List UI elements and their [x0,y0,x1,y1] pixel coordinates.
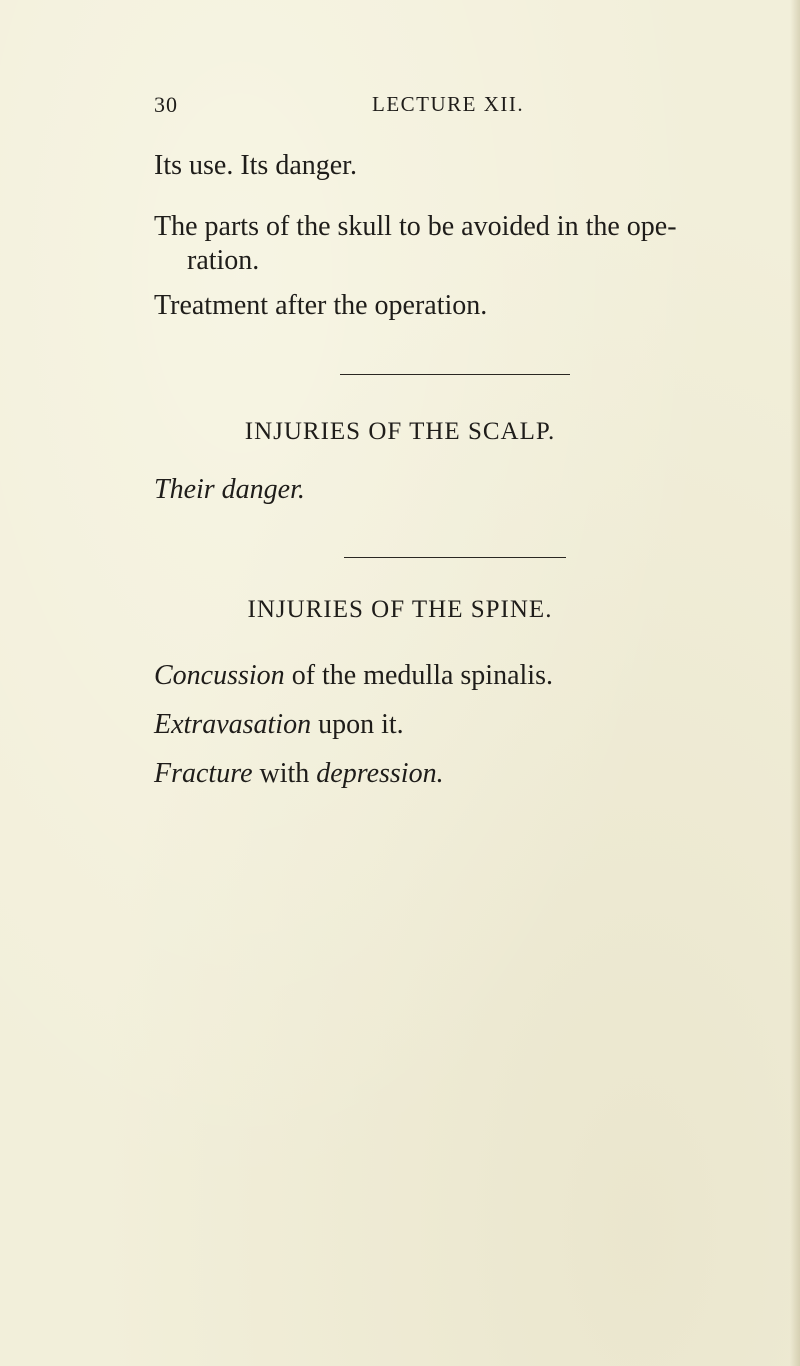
page-number: 30 [154,92,178,117]
text-line: ration. [187,245,260,276]
section-heading: INJURIES OF THE SPINE. [247,596,553,623]
text-line [154,660,553,692]
page-header [0,92,800,122]
text-run: with [252,758,317,789]
text-line: The parts of the skull to be avoided in the ope- [154,211,677,242]
section-heading: INJURIES OF THE SCALP. [244,418,556,445]
italic-term: Extravasation [154,709,312,740]
running-head: LECTURE XII. [372,92,525,116]
italic-term: Fracture [154,758,253,789]
text-run: upon it. [311,709,404,740]
italic-term: depression. [316,758,444,789]
text-line [154,709,404,741]
section-divider [340,374,570,376]
text-line: Its use. Its danger. [154,150,357,181]
text-line: Treatment after the operation. [154,290,488,321]
section-divider [344,557,566,559]
page-edge-shadow [790,0,800,1366]
text-line [154,758,444,790]
text-run: of the medulla spinalis. [284,660,553,691]
italic-term: Concussion [154,660,285,691]
text-line: Their danger. [154,474,305,505]
